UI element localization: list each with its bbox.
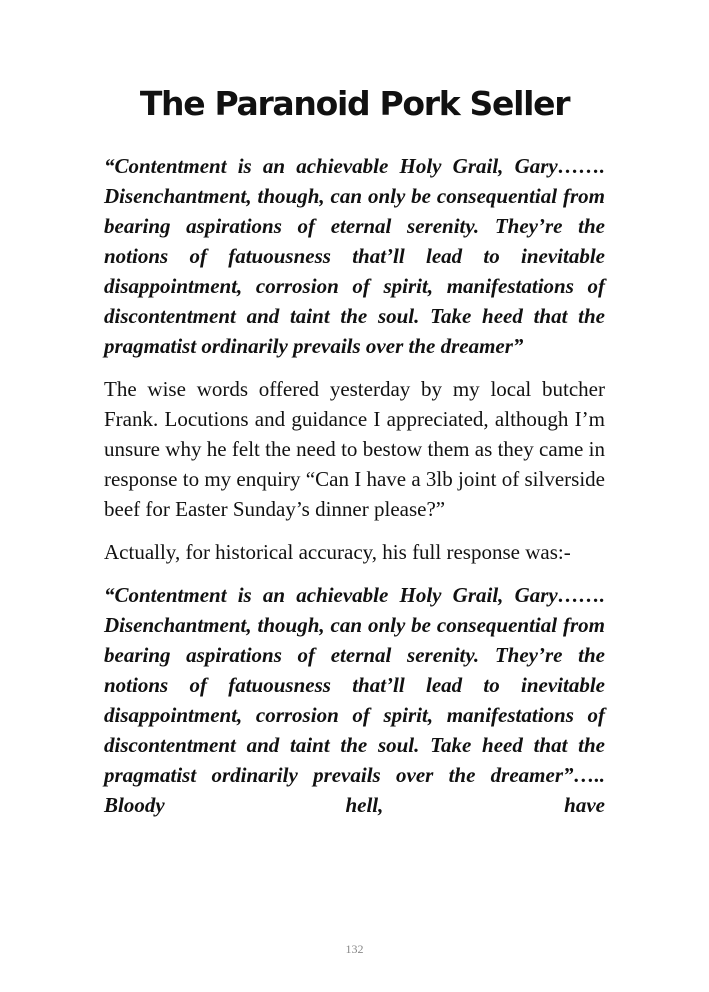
body-paragraph-2: The wise words offered yesterday by my local butcher Frank. Locutions and guidance I appreciated, although I’m unsure why he felt the need to bestow them as they came in response to my enquiry “Can I have a 3lb joint of silverside beef for Easter Sunday’s dinner please?” <box>104 377 605 521</box>
quote-paragraph-1: “Contentment is an achievable Holy Grail, Gary……. Disenchantment, though, can only be consequential from bearing aspirations of eternal serenity. They’re the notions of fatuousness that’ll lead to inevitable disappointment, corrosion of spirit, manifestations of discontentment and taint the soul. Take heed that the pragmatist ordinarily prevails over the dreamer” <box>104 154 605 358</box>
page-number: 132 <box>345 942 364 956</box>
chapter-body <box>104 151 605 833</box>
quote-paragraph-4: “Contentment is an achievable Holy Grail, Gary……. Disenchantment, though, can only be consequential from bearing aspirations of eternal serenity. They’re the notions of fatuousness that’ll lead to inevitable disappointment, corrosion of spirit, manifestations of discontentment and taint the soul. Take heed that the pragmatist ordinarily prevails over the dreamer”….. Bloody hell, have <box>104 583 605 817</box>
body-paragraph-3: Actually, for historical accuracy, his full response was:- <box>104 540 571 564</box>
chapter-title: The Paranoid Pork Seller <box>139 84 570 123</box>
